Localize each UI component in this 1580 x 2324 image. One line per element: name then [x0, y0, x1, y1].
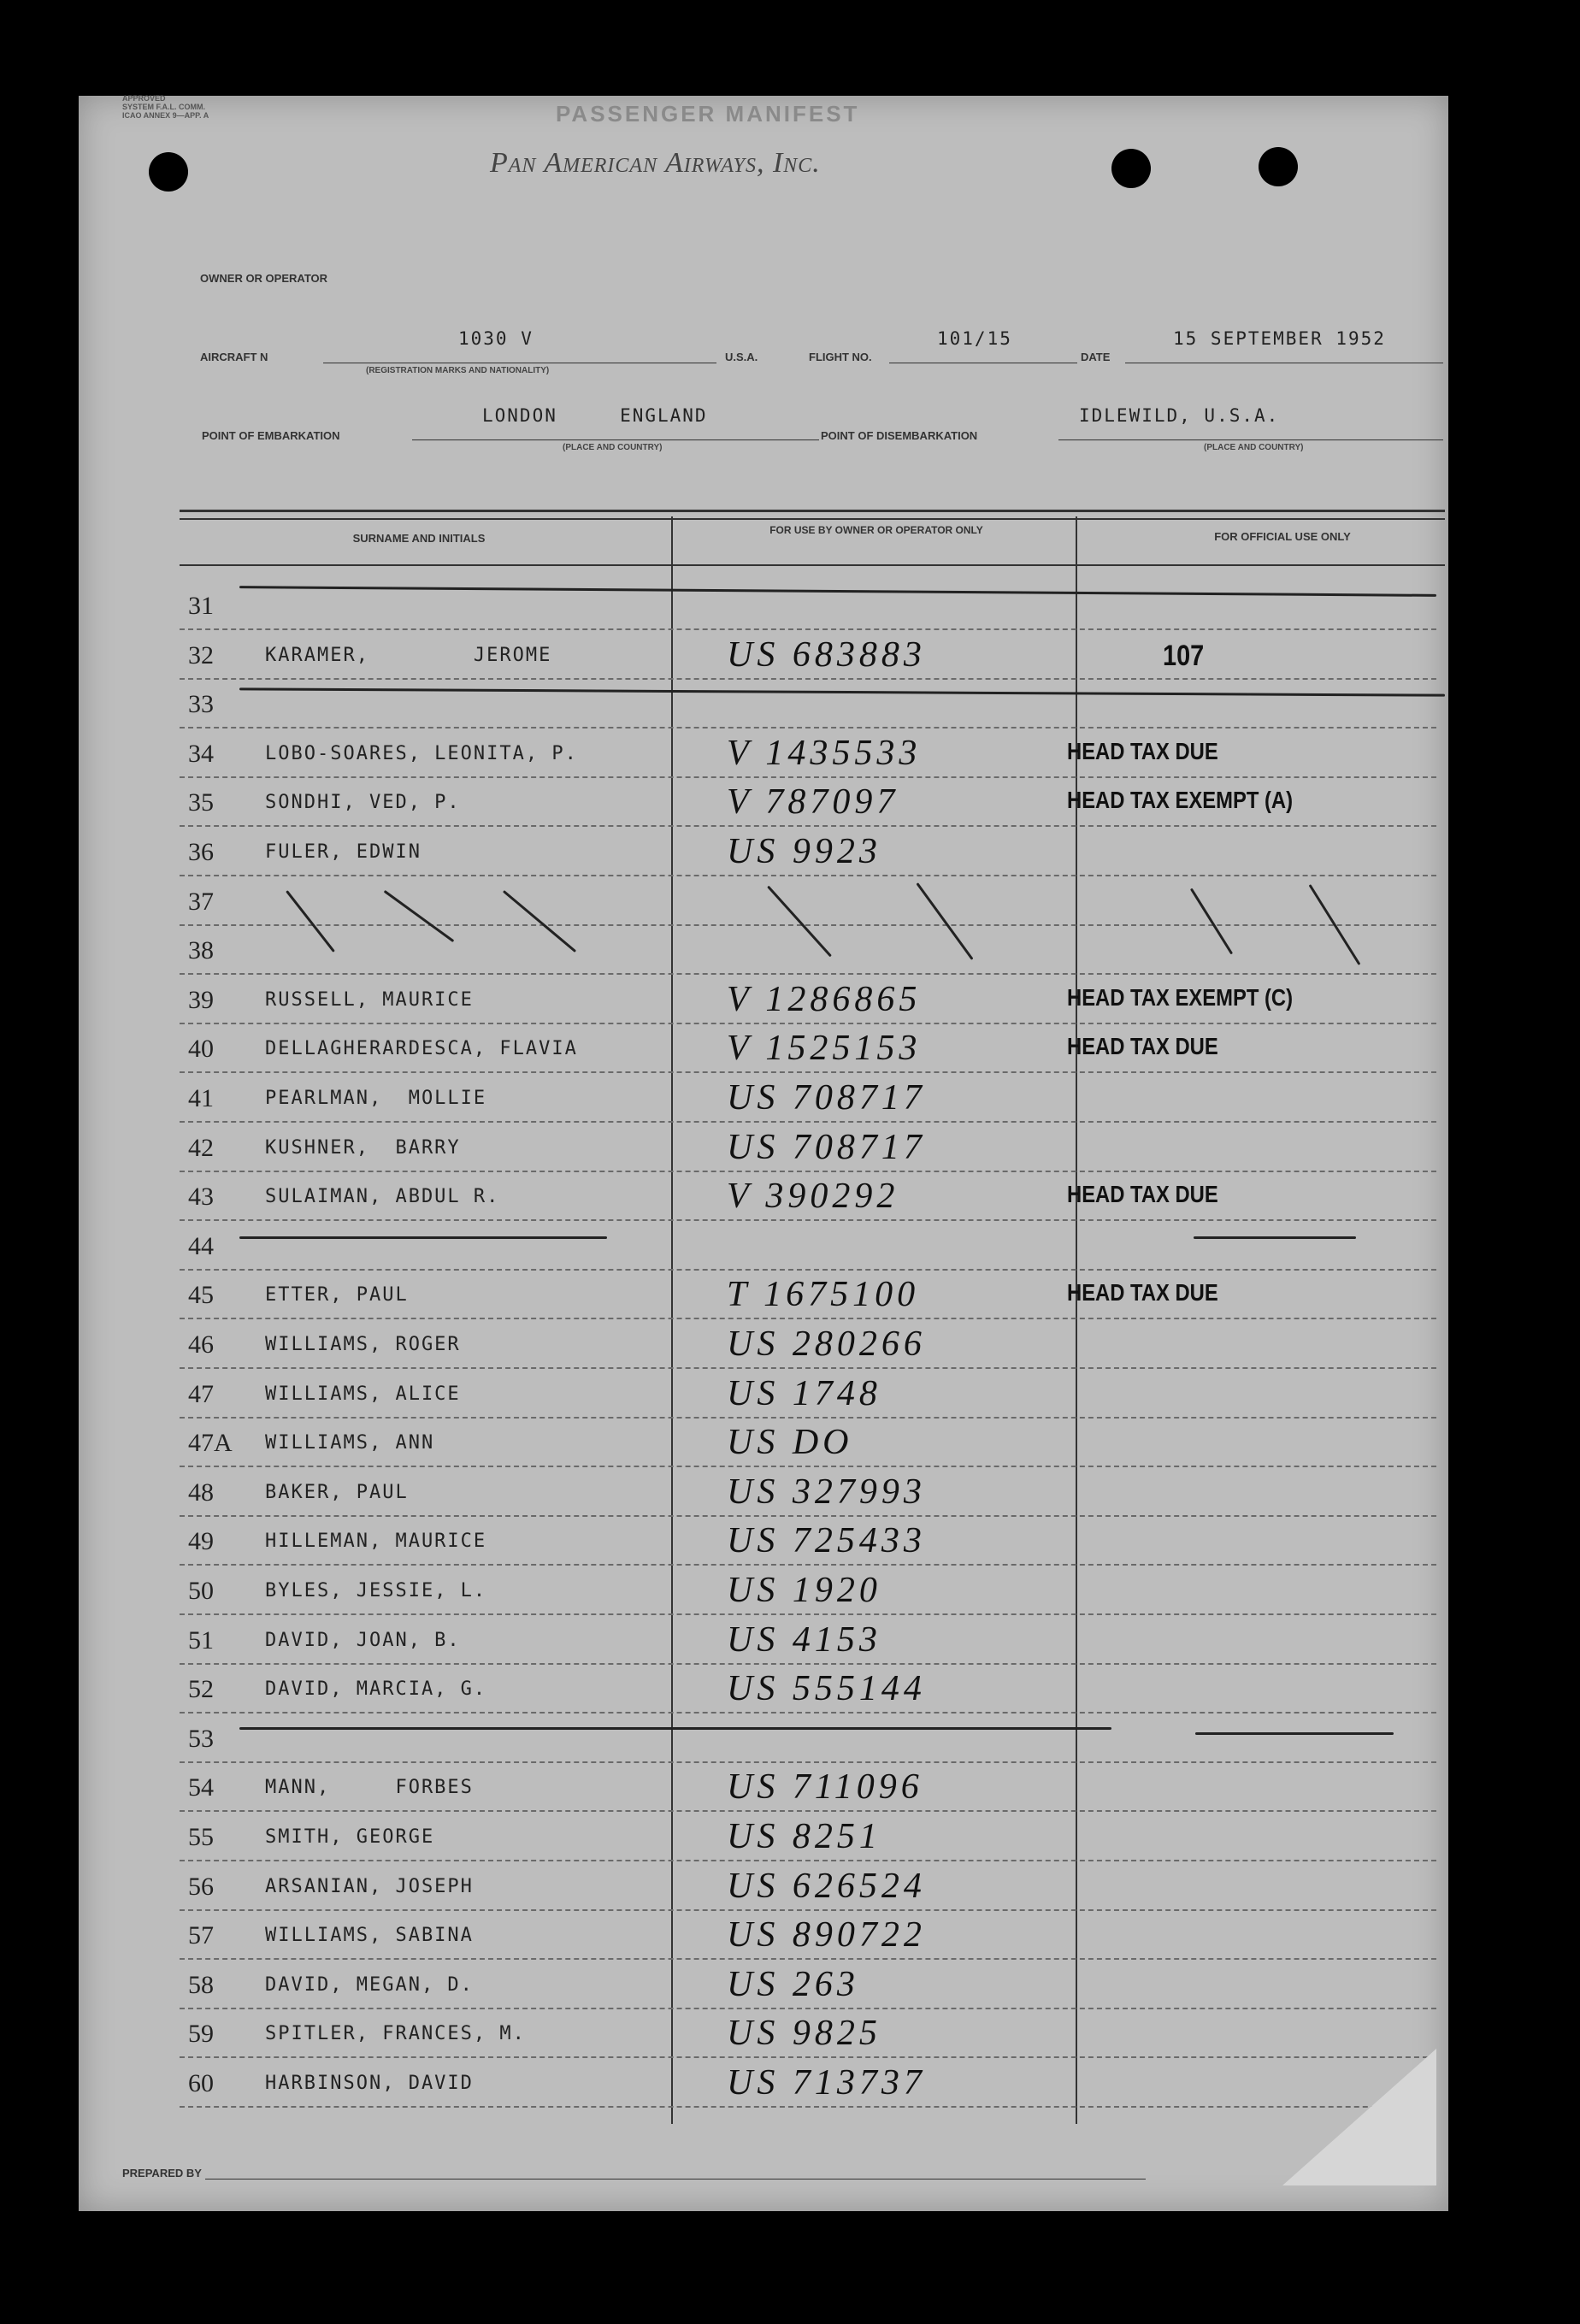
table-row [180, 1124, 1436, 1172]
punch-hole [149, 152, 188, 192]
table-row [180, 1961, 1436, 2009]
passenger-name: DELLAGHERARDESCA, FLAVIA [265, 1038, 578, 1060]
table-row [180, 1370, 1436, 1419]
row-number: 41 [188, 1084, 214, 1112]
table-row [180, 1566, 1436, 1615]
passenger-name: BAKER, PAUL [265, 1481, 409, 1503]
form-title: PASSENGER MANIFEST [556, 101, 860, 127]
row-number: 31 [188, 592, 214, 620]
table-row [180, 1763, 1436, 1812]
passenger-name: PEARLMAN, MOLLIE [265, 1088, 487, 1109]
passenger-name: WILLIAMS, SABINA [265, 1925, 474, 1947]
official-note: HEAD TAX DUE [1067, 737, 1218, 764]
document-number: US 890722 [727, 1915, 926, 1955]
document-number: US 280266 [727, 1324, 926, 1364]
document-number: US 9825 [727, 2014, 881, 2054]
row-number: 49 [188, 1527, 214, 1556]
disembarkation-label: POINT OF DISEMBARKATION [821, 429, 978, 442]
document-number: US 8251 [727, 1817, 881, 1856]
row-number: 39 [188, 985, 214, 1014]
table-row [180, 1468, 1436, 1517]
passenger-name: RUSSELL, MAURICE [265, 988, 474, 1011]
column-header-name: SURNAME AND INITIALS [352, 532, 486, 545]
document-number: V 390292 [727, 1177, 899, 1217]
table-row [180, 1813, 1436, 1861]
passenger-name: ARSANIAN, JOSEPH [265, 1875, 474, 1897]
table-row [180, 828, 1436, 876]
document-number: US 711096 [727, 1767, 923, 1808]
document-number: US 1748 [727, 1373, 881, 1413]
aircraft-label: AIRCRAFT N [200, 351, 268, 363]
document-number: US 713737 [727, 2063, 926, 2103]
passenger-name: BYLES, JESSIE, L. [265, 1580, 487, 1601]
table-row [180, 729, 1436, 778]
table-row [180, 877, 1436, 926]
document-number: V 1525153 [727, 1029, 922, 1069]
table-row [180, 631, 1436, 680]
table-row [180, 1616, 1436, 1665]
table-row [180, 2009, 1436, 2058]
passenger-name: DAVID, JOAN, B. [265, 1629, 461, 1651]
passenger-name: SULAIMAN, ABDUL R. [265, 1186, 500, 1208]
registration-note: (REGISTRATION MARKS AND NATIONALITY) [366, 366, 550, 375]
table-row [180, 1665, 1436, 1714]
row-number: 48 [188, 1478, 214, 1507]
passenger-name: SPITLER, FRANCES, M. [265, 2023, 526, 2045]
document-number: US 708717 [727, 1078, 926, 1118]
table-row [180, 1074, 1436, 1123]
document-number: US 683883 [727, 634, 926, 675]
document-number: US 555144 [727, 1669, 926, 1709]
row-number: 51 [188, 1625, 214, 1655]
document-number: V 1286865 [727, 979, 922, 1019]
document-number: US 708717 [727, 1127, 926, 1167]
flight-value: 101/15 [937, 328, 1012, 349]
passenger-name: DAVID, MARCIA, G. [265, 1678, 487, 1701]
date-value: 15 SEPTEMBER 1952 [1173, 328, 1386, 349]
approval-note: APPROVED SYSTEM F.A.L. COMM. ICAO ANNEX 9—APP. A [122, 94, 209, 120]
table-row [180, 2059, 1436, 2108]
aircraft-value: 1030 V [458, 328, 534, 349]
row-number: 42 [188, 1133, 214, 1162]
row-number: 46 [188, 1330, 214, 1359]
column-header-official-use: FOR OFFICIAL USE ONLY [1214, 530, 1351, 543]
table-row [180, 976, 1436, 1024]
passenger-name: ETTER, PAUL [265, 1284, 409, 1307]
table-row [180, 1862, 1436, 1911]
passenger-name: HILLEMAN, MAURICE [265, 1531, 487, 1553]
table-row [180, 778, 1436, 827]
disembarkation-value: IDLEWILD, U.S.A. [1079, 405, 1280, 426]
table-row [180, 680, 1436, 728]
row-number: 47A [188, 1429, 233, 1458]
row-number: 35 [188, 788, 214, 817]
passenger-name: KUSHNER, BARRY [265, 1136, 461, 1159]
table-row [180, 1911, 1436, 1960]
row-number: 40 [188, 1035, 214, 1064]
row-number: 57 [188, 1921, 214, 1950]
usa-label: U.S.A. [725, 351, 758, 363]
document-number: US 263 [727, 1964, 859, 2004]
row-number: 45 [188, 1281, 214, 1310]
embarkation-value: LONDON ENGLAND [482, 405, 708, 426]
document-number: US 4153 [727, 1619, 881, 1660]
passenger-name: FULER, EDWIN [265, 841, 422, 863]
passenger-name: HARBINSON, DAVID [265, 2073, 474, 2094]
row-number: 36 [188, 838, 214, 866]
official-note: HEAD TAX EXEMPT (A) [1067, 787, 1294, 814]
table-row [180, 1419, 1436, 1467]
official-note: HEAD TAX DUE [1067, 1033, 1218, 1060]
passenger-name: LOBO-SOARES, LEONITA, P. [265, 742, 578, 764]
date-label: DATE [1081, 351, 1111, 363]
document-number: US 626524 [727, 1866, 926, 1906]
table-row [180, 1271, 1436, 1319]
table-row [180, 1517, 1436, 1566]
document-number: US DO [727, 1423, 853, 1463]
row-number: 50 [188, 1577, 214, 1605]
embarkation-label: POINT OF EMBARKATION [202, 429, 340, 442]
passenger-name: WILLIAMS, ROGER [265, 1334, 461, 1355]
embarkation-note: (PLACE AND COUNTRY) [563, 443, 663, 452]
row-number: 53 [188, 1724, 214, 1753]
row-number: 54 [188, 1773, 214, 1802]
table-row [180, 1714, 1436, 1763]
row-number: 59 [188, 2020, 214, 2049]
official-note: HEAD TAX DUE [1067, 1279, 1218, 1307]
punch-hole [1111, 149, 1151, 188]
owner-label: OWNER OR OPERATOR [200, 272, 328, 285]
table-row [180, 1320, 1436, 1369]
passenger-name: SMITH, GEORGE [265, 1826, 435, 1848]
table-row [180, 1222, 1436, 1271]
document-number: US 1920 [727, 1571, 881, 1610]
row-number: 43 [188, 1183, 214, 1212]
official-note: 107 [1163, 639, 1205, 672]
table-row [180, 1024, 1436, 1073]
company-name: Pan American Airways, Inc. [490, 147, 821, 179]
table-row [180, 1172, 1436, 1221]
row-number: 55 [188, 1823, 214, 1851]
row-number: 52 [188, 1675, 214, 1704]
flight-label: FLIGHT NO. [809, 351, 872, 363]
document-number: US 725433 [727, 1521, 926, 1561]
passenger-name: WILLIAMS, ANN [265, 1432, 435, 1454]
row-number: 44 [188, 1231, 214, 1260]
row-number: 33 [188, 690, 214, 719]
row-number: 38 [188, 936, 214, 965]
document-number: V 787097 [727, 782, 899, 823]
row-number: 47 [188, 1379, 214, 1408]
row-number: 56 [188, 1872, 214, 1901]
column-header-owner-use: FOR USE BY OWNER OR OPERATOR ONLY [769, 524, 983, 536]
punch-hole [1259, 147, 1298, 186]
row-number: 32 [188, 640, 214, 669]
row-number: 34 [188, 739, 214, 768]
passenger-name: SONDHI, VED, P. [265, 792, 461, 814]
passenger-name: KARAMER, JEROME [265, 644, 552, 666]
official-note: HEAD TAX DUE [1067, 1181, 1218, 1208]
row-number: 58 [188, 1970, 214, 1999]
row-number: 37 [188, 887, 214, 916]
document-number: T 1675100 [727, 1275, 920, 1315]
official-note: HEAD TAX EXEMPT (C) [1067, 983, 1294, 1011]
document-number: US 9923 [727, 832, 881, 871]
prepared-by-label: PREPARED BY [122, 2167, 202, 2179]
passenger-name: MANN, FORBES [265, 1777, 474, 1799]
row-number: 60 [188, 2069, 214, 2097]
document-number: V 1435533 [727, 733, 922, 773]
passenger-name: WILLIAMS, ALICE [265, 1383, 461, 1405]
passenger-name: DAVID, MEGAN, D. [265, 1973, 474, 1996]
document-number: US 327993 [727, 1472, 926, 1512]
disembarkation-note: (PLACE AND COUNTRY) [1204, 443, 1304, 452]
